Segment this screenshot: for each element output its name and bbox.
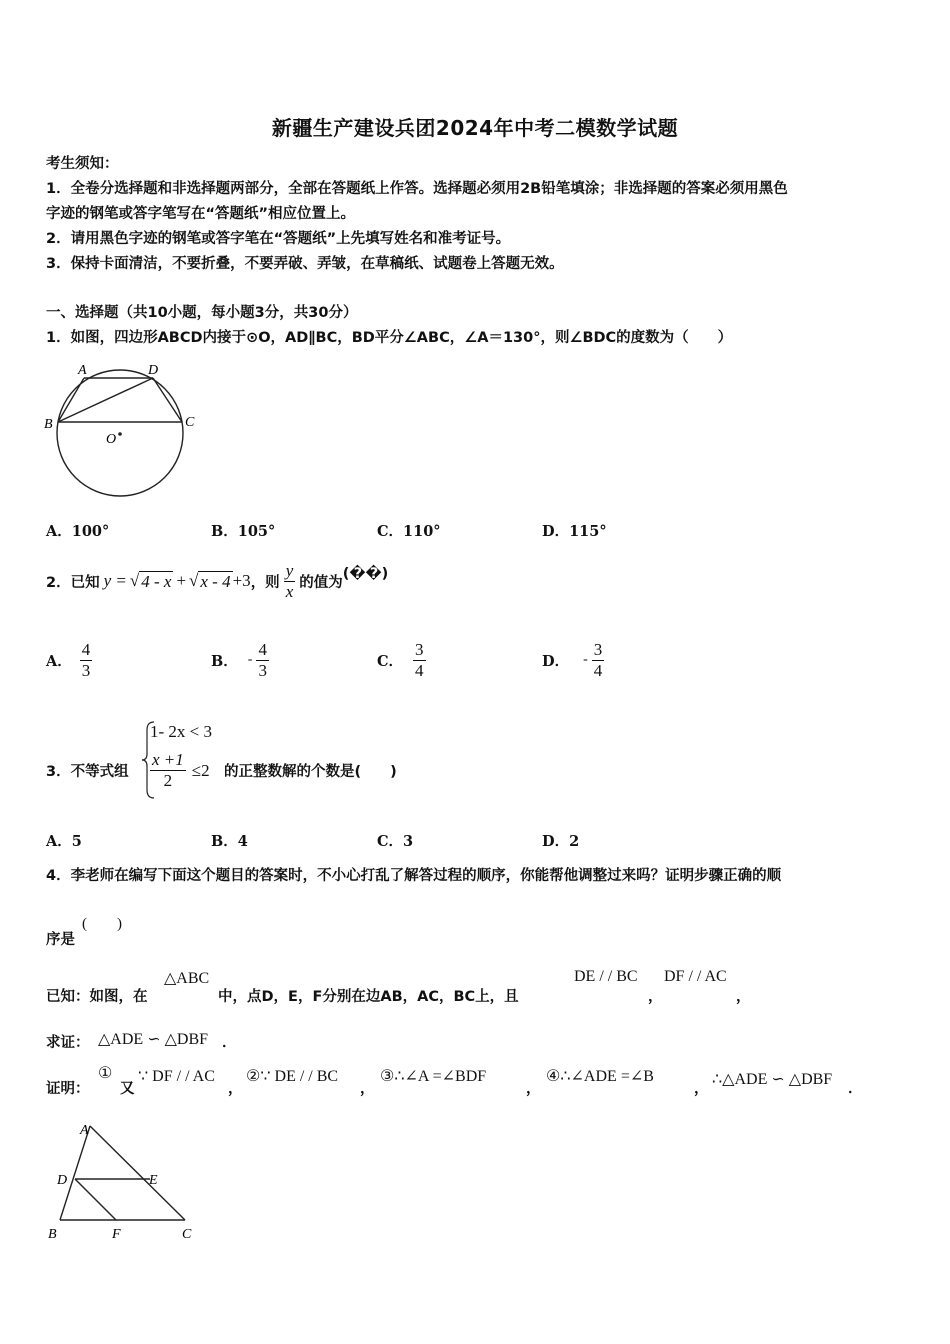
notice-item-1-cont: 字迹的钢笔或答字笔写在“答题纸”相应位置上。 (46, 206, 356, 222)
q4-conclusion-period: ． (848, 1081, 863, 1097)
q2-option-b-num: 4 (258, 639, 267, 659)
q3-option-d[interactable]: D．2 (542, 833, 580, 850)
q4-proof-label: 证明： (46, 1081, 90, 1097)
q2-option-a-den: 3 (81, 660, 91, 680)
q2-option-d[interactable] (542, 636, 604, 684)
q4-sep-2: ， (360, 1081, 375, 1097)
label-o: O (106, 432, 117, 447)
q4-comma-2: ， (736, 989, 751, 1005)
q4-cond-de-bc: DE / / BC (574, 968, 638, 985)
q4-stem-2: 序是 (46, 932, 75, 948)
q3-prefix: 3．不等式组 (46, 764, 129, 780)
q4-prove: △ADE ∽ △DBF (98, 1031, 209, 1048)
label-a: A (78, 363, 87, 378)
segment-bd (58, 378, 153, 422)
segment-ac (90, 1126, 185, 1220)
q4-prove-period: ． (222, 1035, 237, 1051)
q3-line2 (150, 750, 210, 791)
page-title: 新疆生产建设兵团2024年中考二模数学试题 (271, 116, 679, 140)
label-f: F (112, 1227, 121, 1242)
q4-step2: ②∵ DE / / BC (246, 1068, 339, 1085)
label-d: D (148, 363, 159, 378)
q2-option-d-sign: - (583, 652, 588, 667)
q2-paren: (��) (342, 566, 389, 582)
q3-frac-den: 2 (163, 771, 173, 790)
q4-prove-label: 求证： (46, 1035, 90, 1051)
q1-circle-figure (40, 358, 210, 503)
q2-option-b-den: 3 (258, 660, 267, 680)
q2-mid: ，则 (250, 574, 280, 591)
q4-step1: ∵ DF / / AC (138, 1068, 215, 1085)
notice-item-1: 1．全卷分选择题和非选择题两部分，全部在答题纸上作答。选择题必须用2B铅笔填涂；非选择题的答案必须用黑色 (46, 181, 788, 197)
q1-option-b[interactable]: B．105° (211, 523, 276, 540)
q2-prefix: 2．已知 (46, 574, 100, 591)
notice-item-3: 3．保持卡面清洁，不要折叠，不要弄破、弄皱，在草稿纸、试题卷上答题无效。 (46, 256, 564, 272)
label-b: B (48, 1227, 57, 1242)
q2-option-b-letter: B． (211, 652, 238, 670)
q2-option-d-num: 3 (593, 639, 603, 659)
q4-cond-df-ac: DF / / AC (664, 968, 727, 985)
q4-step4: ④∴∠ADE =∠B (546, 1068, 654, 1085)
label-c: C (185, 415, 195, 430)
q4-sep-1: ， (228, 1081, 243, 1097)
q2-sqrt2-radical: √ (189, 571, 199, 590)
q4-conclusion: ∴△ADE ∽ △DBF (712, 1071, 833, 1088)
q1-option-a[interactable]: A．100° (46, 523, 110, 540)
q2-ratio (284, 561, 296, 602)
q2-option-c-frac (413, 640, 426, 681)
q2-option-d-frac (592, 640, 605, 681)
notice-heading: 考生须知： (46, 156, 119, 172)
q4-sep-4: ， (694, 1081, 709, 1097)
q3-suffix: 的正整数解的个数是( ) (224, 764, 397, 780)
q4-given-mid: 中，点D，E，F分别在边AB，AC，BC上，且 (218, 989, 519, 1005)
q4-stem: 4．李老师在编写下面这个题目的答案时，不小心打乱了解答过程的顺序，你能帮他调整过来吗？证明步骤正确的顺 (46, 868, 782, 884)
q3-option-b[interactable]: B．4 (211, 833, 248, 850)
section-heading: 一、选择题（共10小题，每小题3分，共30分） (46, 305, 358, 321)
label-c: C (182, 1227, 192, 1242)
q2-stem (46, 556, 388, 606)
q2-option-b[interactable] (211, 636, 269, 684)
q3-option-c[interactable]: C．3 (377, 833, 414, 850)
q4-triangle-abc: △ABC (164, 970, 210, 987)
q2-option-b-sign: - (247, 652, 253, 667)
q2-sqrt1-radical: √ (129, 571, 140, 590)
q2-suffix: 的值为 (299, 574, 343, 591)
q2-y: y = (103, 571, 127, 590)
q4-step1-you: 又 (120, 1081, 135, 1097)
q3-le: ≤2 (191, 760, 210, 780)
q2-option-c-den: 4 (415, 660, 424, 680)
q2-option-d-letter: D． (542, 652, 570, 670)
q2-option-d-den: 4 (593, 660, 603, 680)
q2-sqrt2: x - 4 (200, 571, 231, 591)
q2-plus: + (176, 571, 187, 590)
q4-step3: ③∴∠A =∠BDF (380, 1068, 487, 1085)
q4-paren: ( ) (82, 916, 122, 932)
q4-given-prefix: 已知：如图，在 (46, 989, 148, 1005)
q2-option-a-letter: A． (46, 652, 72, 670)
center-point (118, 432, 122, 436)
q2-option-b-frac (256, 640, 269, 681)
q3-line1: 1- 2x < 3 (150, 722, 212, 741)
q1-option-d[interactable]: D．115° (542, 523, 607, 540)
q2-option-c-num: 3 (415, 639, 424, 659)
segment-dc (153, 378, 182, 422)
q1-option-c[interactable]: C．110° (377, 523, 441, 540)
q2-ratio-den: x (285, 581, 294, 601)
q2-plus3: +3 (232, 571, 251, 590)
label-b: B (44, 417, 53, 432)
q4-comma-1: ， (648, 989, 663, 1005)
q2-option-a-num: 4 (81, 639, 91, 659)
q2-option-c-letter: C． (377, 652, 404, 670)
notice-item-2: 2．请用黑色字迹的钢笔或答字笔在“答题纸”上先填写姓名和准考证号。 (46, 231, 511, 247)
q4-sep-3: ， (526, 1081, 541, 1097)
q4-step1-num: ① (98, 1065, 113, 1082)
q3-frac-num: x +1 (152, 750, 184, 769)
q2-option-c[interactable] (377, 636, 426, 684)
q3-option-a[interactable]: A．5 (46, 833, 82, 850)
label-e: E (149, 1173, 158, 1188)
q1-stem: 1．如图，四边形ABCD内接于⊙O，AD∥BC，BD平分∠ABC，∠A＝130°，则∠BDC的度数为（ ） (46, 330, 733, 346)
q2-option-a-frac (80, 640, 93, 681)
q4-triangle-figure (40, 1118, 210, 1248)
q2-option-a[interactable] (46, 636, 92, 684)
q3-frac (150, 750, 186, 791)
segment-df (75, 1179, 116, 1220)
label-a: A (80, 1123, 89, 1138)
label-d: D (57, 1173, 68, 1188)
q2-ratio-num: y (285, 560, 294, 580)
q2-sqrt1: 4 - x (141, 571, 172, 591)
